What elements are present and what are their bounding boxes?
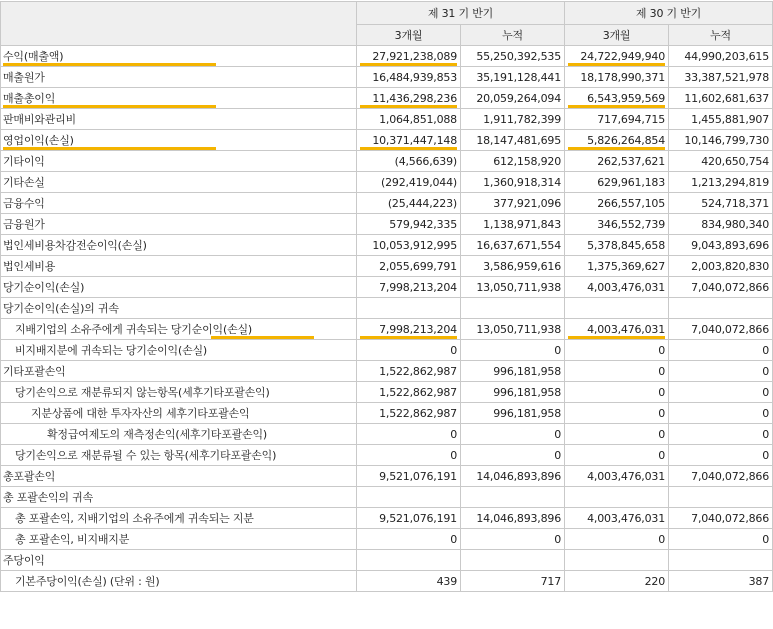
table-row [1,67,773,88]
row-value: 5,378,845,658 [565,235,669,256]
row-value: 0 [565,382,669,403]
row-value: 1,522,862,987 [357,382,461,403]
table-row [1,277,773,298]
row-value: 7,040,072,866 [669,319,773,340]
row-value: 7,040,072,866 [669,466,773,487]
row-value: 7,040,072,866 [669,277,773,298]
row-value: 4,003,476,031 [565,277,669,298]
row-value: 0 [669,382,773,403]
row-value: 7,998,213,204 [357,277,461,298]
row-value: 266,557,105 [565,193,669,214]
header-period-current: 제 31 기 반기 [357,2,565,25]
table-row [1,235,773,256]
row-value [565,298,669,319]
row-value: 9,521,076,191 [357,466,461,487]
row-value: 10,371,447,148 [357,130,461,151]
row-label: 기타포괄손익 [1,361,357,382]
row-value: 996,181,958 [461,361,565,382]
row-value [669,298,773,319]
table-row [1,319,773,340]
row-value: 1,522,862,987 [357,403,461,424]
row-value: 1,138,971,843 [461,214,565,235]
table-row [1,382,773,403]
table-row [1,172,773,193]
row-value: 262,537,621 [565,151,669,172]
row-label: 영업이익(손실) [1,130,357,151]
row-value: 6,543,959,569 [565,88,669,109]
row-value: 996,181,958 [461,403,565,424]
row-value: 0 [357,445,461,466]
row-value: 0 [669,529,773,550]
row-value: 387 [669,571,773,592]
row-label: 총 포괄손익, 비지배지분 [1,529,357,550]
row-value: 2,003,820,830 [669,256,773,277]
row-value: 0 [565,340,669,361]
row-value: 1,375,369,627 [565,256,669,277]
row-value: 346,552,739 [565,214,669,235]
row-label: 확정급여제도의 재측정손익(세후기타포괄손익) [1,424,357,445]
row-value: 0 [461,424,565,445]
row-label: 당기손익으로 재분류될 수 있는 항목(세후기타포괄손익) [1,445,357,466]
row-value: 9,043,893,696 [669,235,773,256]
table-row [1,529,773,550]
row-label: 기본주당이익(손실) (단위 : 원) [1,571,357,592]
row-value: 439 [357,571,461,592]
row-value: (292,419,044) [357,172,461,193]
row-value: 10,053,912,995 [357,235,461,256]
row-value [357,298,461,319]
subheader-current-3m: 3개월 [357,25,461,46]
table-row [1,487,773,508]
row-value: 7,998,213,204 [357,319,461,340]
row-value: 629,961,183 [565,172,669,193]
row-label: 총포괄손익 [1,466,357,487]
row-value [669,487,773,508]
header-blank [1,2,357,46]
row-value: 0 [669,361,773,382]
row-value: 0 [461,340,565,361]
row-label: 총 포괄손익, 지배기업의 소유주에게 귀속되는 지분 [1,508,357,529]
row-value: 1,360,918,314 [461,172,565,193]
row-value: 3,586,959,616 [461,256,565,277]
row-value: 377,921,096 [461,193,565,214]
row-label: 비지배지분에 귀속되는 당기순이익(손실) [1,340,357,361]
row-label: 기타손실 [1,172,357,193]
row-value: 0 [357,424,461,445]
table-row [1,46,773,67]
row-value: 0 [669,424,773,445]
row-value: 33,387,521,978 [669,67,773,88]
row-label: 지배기업의 소유주에게 귀속되는 당기순이익(손실) [1,319,357,340]
row-value: 11,602,681,637 [669,88,773,109]
table-row [1,340,773,361]
table-row [1,109,773,130]
row-value: 2,055,699,791 [357,256,461,277]
table-row [1,550,773,571]
row-value: 0 [461,445,565,466]
table-row [1,403,773,424]
row-value: 1,522,862,987 [357,361,461,382]
row-value: 27,921,238,089 [357,46,461,67]
subheader-prior-3m: 3개월 [565,25,669,46]
row-value: 1,064,851,088 [357,109,461,130]
row-label: 당기손익으로 재분류되지 않는항목(세후기타포괄손익) [1,382,357,403]
row-label: 매출총이익 [1,88,357,109]
table-row [1,130,773,151]
row-value: 7,040,072,866 [669,508,773,529]
table-row [1,508,773,529]
table-row [1,298,773,319]
row-value: 1,455,881,907 [669,109,773,130]
row-value: 18,178,990,371 [565,67,669,88]
row-value: 13,050,711,938 [461,277,565,298]
table-row [1,88,773,109]
row-value: 0 [357,529,461,550]
row-value: 1,911,782,399 [461,109,565,130]
row-value: 4,003,476,031 [565,319,669,340]
table-row [1,571,773,592]
row-value: 9,521,076,191 [357,508,461,529]
row-value: (4,566,639) [357,151,461,172]
row-value: 524,718,371 [669,193,773,214]
row-value: 0 [565,403,669,424]
row-value: 4,003,476,031 [565,508,669,529]
row-label: 당기순이익(손실) [1,277,357,298]
row-value [565,550,669,571]
row-value: 1,213,294,819 [669,172,773,193]
row-value [357,487,461,508]
table-row [1,361,773,382]
row-value: 717 [461,571,565,592]
row-value [357,550,461,571]
header-period-prior: 제 30 기 반기 [565,2,773,25]
row-label: 주당이익 [1,550,357,571]
row-value: 420,650,754 [669,151,773,172]
row-label: 수익(매출액) [1,46,357,67]
row-value: 5,826,264,854 [565,130,669,151]
row-value: 0 [669,340,773,361]
row-value: 10,146,799,730 [669,130,773,151]
row-value: 0 [565,424,669,445]
row-value [461,487,565,508]
row-label: 총 포괄손익의 귀속 [1,487,357,508]
row-value: 717,694,715 [565,109,669,130]
row-value: 0 [669,445,773,466]
row-value: 13,050,711,938 [461,319,565,340]
row-label: 금융원가 [1,214,357,235]
row-value [669,550,773,571]
row-value: 20,059,264,094 [461,88,565,109]
row-value: 18,147,481,695 [461,130,565,151]
row-value [461,550,565,571]
table-row [1,466,773,487]
row-value: 11,436,298,236 [357,88,461,109]
row-value: 35,191,128,441 [461,67,565,88]
row-value: 24,722,949,940 [565,46,669,67]
row-value: 220 [565,571,669,592]
row-value: 16,484,939,853 [357,67,461,88]
row-label: 판매비와관리비 [1,109,357,130]
row-label: 지분상품에 대한 투자자산의 세후기타포괄손익 [1,403,357,424]
row-value: 14,046,893,896 [461,508,565,529]
row-value: 14,046,893,896 [461,466,565,487]
row-value: 0 [565,361,669,382]
row-label: 금융수익 [1,193,357,214]
row-value: 44,990,203,615 [669,46,773,67]
row-label: 법인세비용 [1,256,357,277]
table-row [1,193,773,214]
row-value: 0 [461,529,565,550]
row-value: 16,637,671,554 [461,235,565,256]
row-value: (25,444,223) [357,193,461,214]
table-row [1,151,773,172]
row-value: 4,003,476,031 [565,466,669,487]
row-value: 0 [357,340,461,361]
row-value: 996,181,958 [461,382,565,403]
income-statement-table [0,1,773,592]
table-row [1,445,773,466]
table-row [1,256,773,277]
table-row [1,424,773,445]
row-value [461,298,565,319]
table-row [1,214,773,235]
row-label: 법인세비용차감전순이익(손실) [1,235,357,256]
subheader-prior-cum: 누적 [669,25,773,46]
row-label: 매출원가 [1,67,357,88]
row-value: 0 [565,445,669,466]
subheader-current-cum: 누적 [461,25,565,46]
row-value: 0 [565,529,669,550]
row-label: 당기순이익(손실)의 귀속 [1,298,357,319]
row-value: 55,250,392,535 [461,46,565,67]
row-value: 834,980,340 [669,214,773,235]
row-value: 0 [669,403,773,424]
row-value [565,487,669,508]
row-value: 579,942,335 [357,214,461,235]
row-value: 612,158,920 [461,151,565,172]
row-label: 기타이익 [1,151,357,172]
